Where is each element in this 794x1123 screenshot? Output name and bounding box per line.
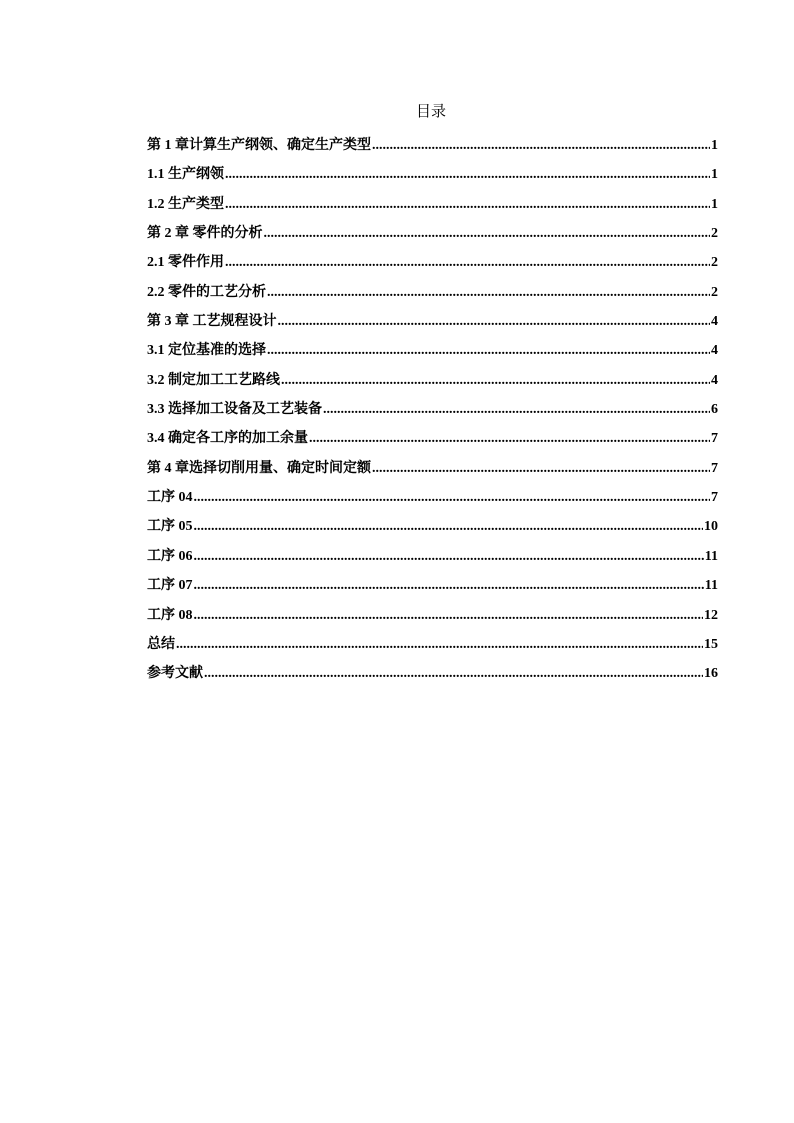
toc-entry[interactable] [147, 424, 718, 453]
toc-entry[interactable] [147, 395, 718, 424]
toc-entry-label: 总结 [147, 636, 175, 652]
toc-entry-page: 6 [711, 402, 718, 418]
toc-entry-page: 16 [704, 666, 718, 682]
toc-entry-label: 2.1 零件作用 [147, 255, 224, 271]
toc-entry-page: 1 [711, 196, 718, 212]
toc-leader-dots [176, 630, 703, 659]
toc-entry-label: 参考文献 [147, 666, 203, 682]
toc-entry-label: 3.4 确定各工序的加工余量 [147, 431, 308, 447]
toc-entry-page: 7 [711, 460, 718, 476]
toc-entry-page: 2 [711, 226, 718, 242]
toc-entry[interactable] [147, 483, 718, 512]
toc-leader-dots [264, 219, 711, 248]
toc-leader-dots [194, 483, 711, 512]
toc-entry-page: 11 [704, 578, 718, 594]
toc-entry[interactable] [147, 659, 718, 688]
toc-entry-page: 7 [711, 431, 718, 447]
toc-entry-page: 12 [704, 607, 718, 623]
toc-entry-label: 第 3 章 工艺规程设计 [147, 314, 277, 330]
toc-entry-page: 1 [711, 138, 718, 153]
toc-entry-label: 工序 06 [147, 548, 193, 564]
toc-entry-page: 4 [711, 343, 718, 359]
toc-leader-dots [194, 542, 704, 571]
toc-entry-label: 1.1 生产纲领 [147, 167, 224, 183]
toc-entry[interactable] [147, 219, 718, 248]
toc-leader-dots [194, 601, 704, 630]
toc-leader-dots [267, 336, 710, 365]
toc-entry-label: 第 1 章计算生产纲领、确定生产类型 [147, 138, 371, 153]
toc-entry[interactable] [147, 336, 718, 365]
toc-entry[interactable] [147, 601, 718, 630]
toc-entry-page: 15 [704, 636, 718, 652]
toc-entry-label: 3.1 定位基准的选择 [147, 343, 266, 359]
toc-entry[interactable] [147, 542, 718, 571]
toc-leader-dots [372, 454, 710, 483]
toc-entry-page: 7 [711, 490, 718, 506]
toc-entry-label: 第 4 章选择切削用量、确定时间定额 [147, 460, 371, 476]
toc-entry-label: 3.2 制定加工工艺路线 [147, 372, 280, 388]
toc-entry-label: 工序 07 [147, 578, 193, 594]
toc-entry[interactable] [147, 366, 718, 395]
toc-entry[interactable] [147, 512, 718, 541]
toc-leader-dots [278, 307, 711, 336]
toc-entry[interactable] [147, 571, 718, 600]
toc-entry-page: 1 [711, 167, 718, 183]
toc-leader-dots [225, 248, 710, 277]
toc-leader-dots [225, 160, 710, 189]
toc-entry[interactable] [147, 131, 718, 160]
toc-entry-label: 2.2 零件的工艺分析 [147, 284, 266, 300]
toc-list [147, 131, 718, 689]
toc-leader-dots [267, 278, 710, 307]
toc-entry[interactable] [147, 630, 718, 659]
toc-title: 目录 [415, 104, 446, 120]
toc-leader-dots [225, 190, 710, 219]
toc-entry-page: 4 [711, 314, 718, 330]
toc-entry[interactable] [147, 160, 718, 189]
toc-leader-dots [323, 395, 710, 424]
toc-leader-dots [309, 424, 710, 453]
toc-entry-label: 工序 04 [147, 490, 193, 506]
toc-entry-label: 工序 05 [147, 519, 193, 535]
toc-entry[interactable] [147, 307, 718, 336]
toc-entry-page: 2 [711, 284, 718, 300]
toc-entry-page: 10 [704, 519, 718, 535]
toc-entry[interactable] [147, 454, 718, 483]
toc-entry[interactable] [147, 248, 718, 277]
toc-entry-page: 4 [711, 372, 718, 388]
toc-entry-label: 工序 08 [147, 607, 193, 623]
toc-leader-dots [372, 131, 710, 160]
toc-leader-dots [194, 571, 704, 600]
toc-entry-label: 第 2 章 零件的分析 [147, 226, 263, 242]
toc-entry-page: 2 [711, 255, 718, 271]
toc-entry-label: 3.3 选择加工设备及工艺装备 [147, 402, 322, 418]
toc-entry-page: 11 [704, 548, 718, 564]
toc-entry[interactable] [147, 190, 718, 219]
toc-entry-label: 1.2 生产类型 [147, 196, 224, 212]
toc-leader-dots [194, 512, 704, 541]
toc-leader-dots [204, 659, 703, 688]
toc-leader-dots [281, 366, 710, 395]
toc-entry[interactable] [147, 278, 718, 307]
